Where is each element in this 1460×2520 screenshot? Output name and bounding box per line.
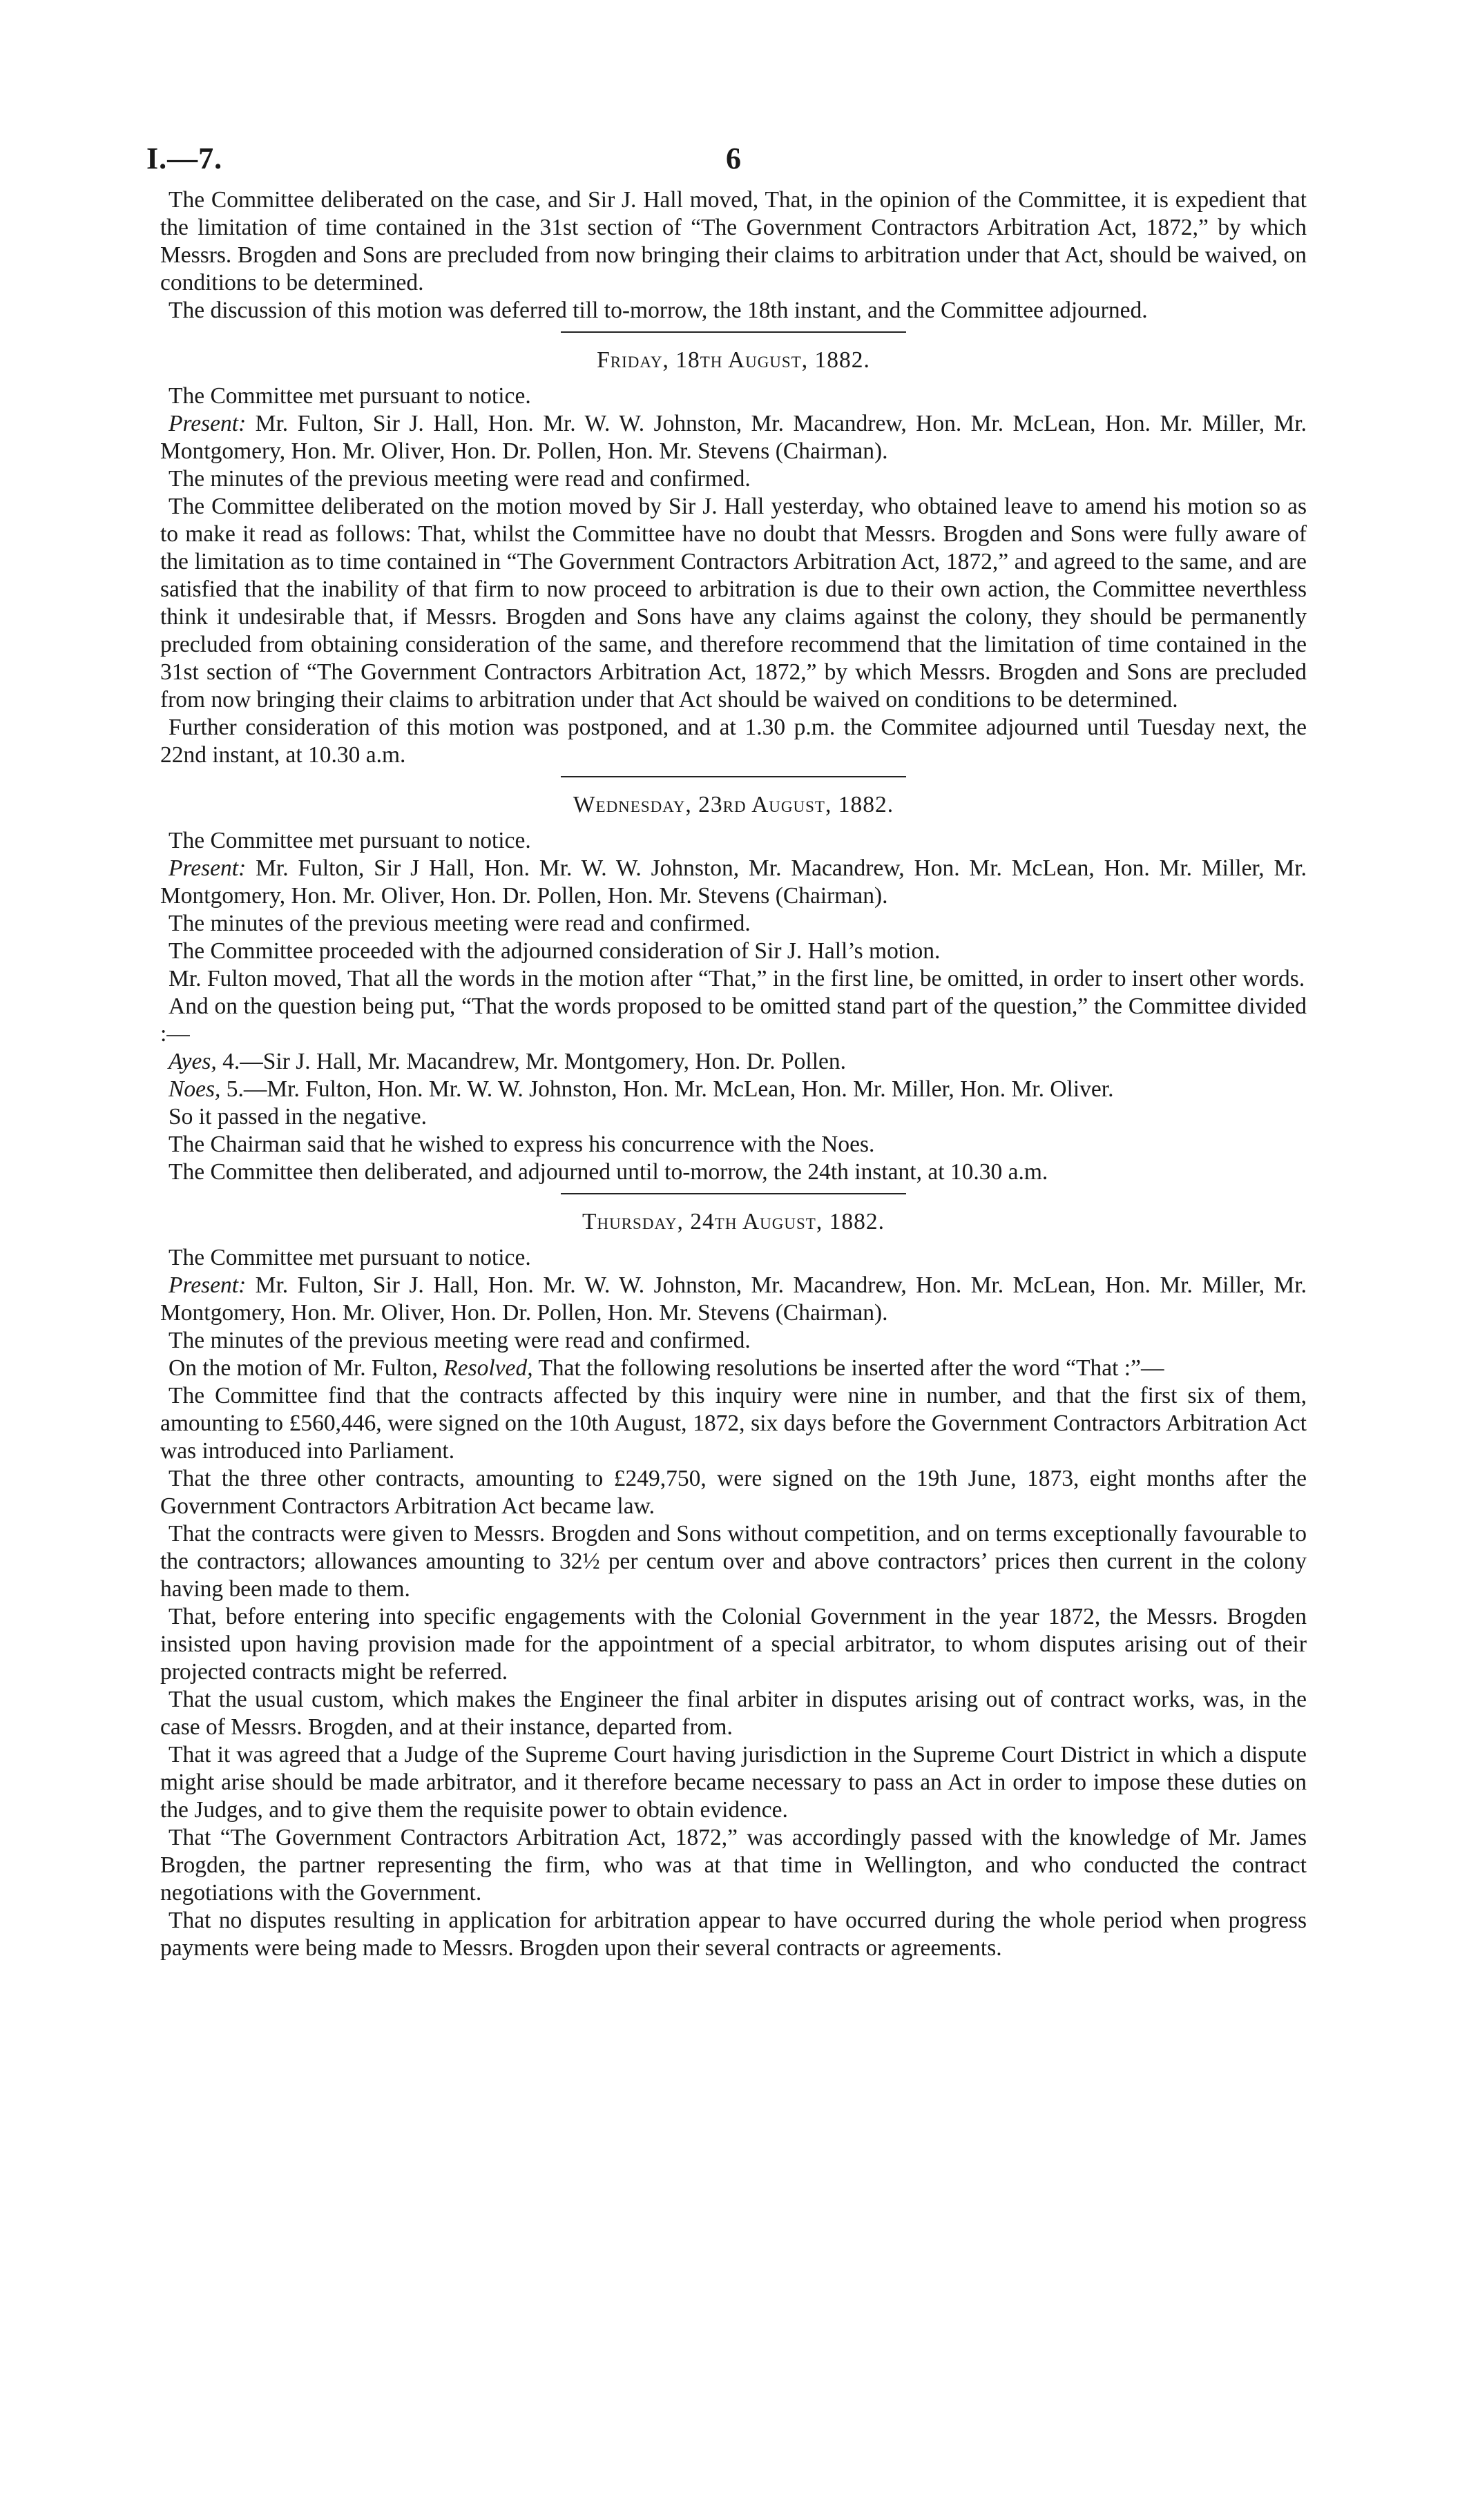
present-members: Mr. Fulton, Sir J Hall, Hon. Mr. W. W. Johnston, Mr. Macandrew, Hon. Mr. McLean, Hon. Mr. Miller, Mr. Montgomery, Hon. Mr. Oliver, Hon. Dr. Pollen, Hon. Mr. Stevens (Chairman). [160,855,1307,909]
paragraph: The Chairman said that he wished to express his concurrence with the Noes. [169,1132,875,1157]
present-members: Mr. Fulton, Sir J. Hall, Hon. Mr. W. W. Johnston, Mr. Macandrew, Hon. Mr. McLean, Hon. Mr. Miller, Mr. Montgomery, Hon. Mr. Oliver, Hon. Dr. Pollen, Hon. Mr. Stevens (Chairman). [160,1272,1307,1326]
resolution-paragraph: That the usual custom, which makes the Engineer the final arbiter in disputes arising out of contract works, was, in the case of Messrs. Brogden, and at their instance, departed from. [160,1687,1307,1740]
paragraph: So it passed in the negative. [169,1104,428,1130]
section-divider [561,776,906,777]
wednesday-section [160,791,1307,1186]
paragraph: The Committee met pursuant to notice. [169,1245,531,1270]
paragraph: And on the question being put, “That the words proposed to be omitted stand part of the question,” the Committee divided :— [160,994,1307,1047]
present-label: Present: [169,1272,247,1298]
noes-paragraph [160,1076,1307,1103]
ayes-members: 4.—Sir J. Hall, Mr. Macandrew, Mr. Montgomery, Hon. Dr. Pollen. [216,1049,847,1074]
paragraph: The Committee met pursuant to notice. [169,828,531,853]
resolution-paragraph: That, before entering into specific engagements with the Colonial Government in the year 1872, the Messrs. Brogden insisted upon having provision made for the appointment of a special arbitrator, to whom disputes arising out of their projected contracts might be referred. [160,1604,1307,1685]
intro-section [160,186,1307,324]
page-number: 6 [726,142,741,175]
resolution-paragraph: That the contracts were given to Messrs. Brogden and Sons without competition, and on terms exceptionally favourable to the contractors; allowances amounting to 32½ per centum over and above contractors’ prices then current in the colony having been made to them. [160,1521,1307,1602]
present-members: Mr. Fulton, Sir J. Hall, Hon. Mr. W. W. Johnston, Mr. Macandrew, Hon. Mr. McLean, Hon. Mr. Miller, Mr. Montgomery, Hon. Mr. Oliver, Hon. Dr. Pollen, Hon. Mr. Stevens (Chairman). [160,411,1307,464]
motion-suffix: That the following resolutions be inserted after the word “That :”— [532,1355,1164,1381]
meeting-date-heading: Friday, 18th August, 1882. [597,347,870,373]
paragraph: The minutes of the previous meeting were read and confirmed. [169,1328,751,1353]
resolution-paragraph: That the three other contracts, amounting to £249,750, were signed on the 19th June, 1873, eight months after the Government Contractors Arbitration Act became law. [160,1466,1307,1519]
resolution-paragraph: That no disputes resulting in application for arbitration appear to have occurred during the whole period when progress payments were being made to Messrs. Brogden upon their several contracts or agreements. [160,1908,1307,1961]
paragraph: Further consideration of this motion was postponed, and at 1.30 p.m. the Commitee adjourned until Tuesday next, the 22nd instant, at 10.30 a.m. [160,715,1307,768]
ayes-paragraph [160,1048,1307,1076]
present-paragraph [160,410,1307,465]
paragraph: The Committee proceeded with the adjourned consideration of Sir J. Hall’s motion. [169,938,941,964]
resolution-paragraph: The Committee find that the contracts affected by this inquiry were nine in number, and that the first six of them, amounting to £560,446, were signed on the 10th August, 1872, six days before the Government Contractors Arbitration Act was introduced into Parliament. [160,1383,1307,1464]
paragraph: The discussion of this motion was deferred till to-morrow, the 18th instant, and the Committee adjourned. [169,298,1148,323]
meeting-date-heading: Wednesday, 23rd August, 1882. [573,792,894,817]
paragraph: The Committee deliberated on the case, and Sir J. Hall moved, That, in the opinion of the Committee, it is expedient that the limitation of time contained in the 31st section of “The Government Contractors Arbitration Act, 1872,” by which Messrs. Brogden and Sons are precluded from now bringing their claims to arbitration under that Act, should be waived, on conditions to be determined. [160,187,1307,295]
present-label: Present: [169,855,247,881]
section-divider [561,331,906,333]
paragraph: The minutes of the previous meeting were read and confirmed. [169,466,751,492]
paragraph: The Committee met pursuant to notice. [169,383,531,409]
thursday-section [160,1208,1307,1962]
resolution-paragraph: That it was agreed that a Judge of the Supreme Court having jurisdiction in the Supreme Court District in which a dispute might arise should be made arbitrator, and it therefore became necessary to pass an Act in order to impose these duties on the Judges, and to give them the requisite power to obtain evidence. [160,1742,1307,1823]
section-divider [561,1193,906,1194]
document-page [146,124,1307,1962]
ayes-label: Ayes, [169,1049,217,1074]
meeting-date-heading: Thursday, 24th August, 1882. [582,1209,885,1234]
present-paragraph [160,1272,1307,1327]
resolved-label: Resolved, [443,1355,533,1381]
noes-members: 5.—Mr. Fulton, Hon. Mr. W. W. Johnston, Hon. Mr. McLean, Hon. Mr. Miller, Hon. Mr. Oliver. [220,1076,1114,1102]
present-label: Present: [169,411,247,436]
friday-section [160,347,1307,769]
paragraph: The Committee deliberated on the motion moved by Sir J. Hall yesterday, who obtained leave to amend his motion so as to make it read as follows: That, whilst the Committee have no doubt that Messrs. Brogden and Sons were fully aware of the limitation as to time contained in “The Government Contractors Arbitration Act, 1872,” and agreed to the same, and are satisfied that the inability of that firm to now proceed to arbitration is due to their own action, the Committee neverthless think it undesirable that, if Messrs. Brogden and Sons have any claims against the colony, they should be permanently precluded from obtaining consideration of the same, and therefore recommend that the limitation of time contained in the 31st section of “The Government Contractors Arbitration Act, 1872,” by which Messrs. Brogden and Sons are precluded from now bringing their claims to arbitration under that Act should be waived on conditions to be determined. [160,494,1307,713]
motion-prefix: On the motion of Mr. Fulton, [169,1355,444,1381]
document-reference: I.—7. [146,142,223,175]
page-header [146,124,1307,186]
paragraph: Mr. Fulton moved, That all the words in the motion after “That,” in the first line, be omitted, in order to insert other words. [169,966,1305,991]
present-paragraph [160,855,1307,910]
paragraph: The minutes of the previous meeting were read and confirmed. [169,911,751,936]
noes-label: Noes, [169,1076,221,1102]
resolution-intro [160,1355,1307,1382]
paragraph: The Committee then deliberated, and adjourned until to-morrow, the 24th instant, at 10.30 a.m. [169,1159,1048,1185]
resolution-paragraph: That “The Government Contractors Arbitration Act, 1872,” was accordingly passed with the knowledge of Mr. James Brogden, the partner representing the firm, who was at that time in Wellington, and who conducted the contract negotiations with the Government. [160,1825,1307,1906]
